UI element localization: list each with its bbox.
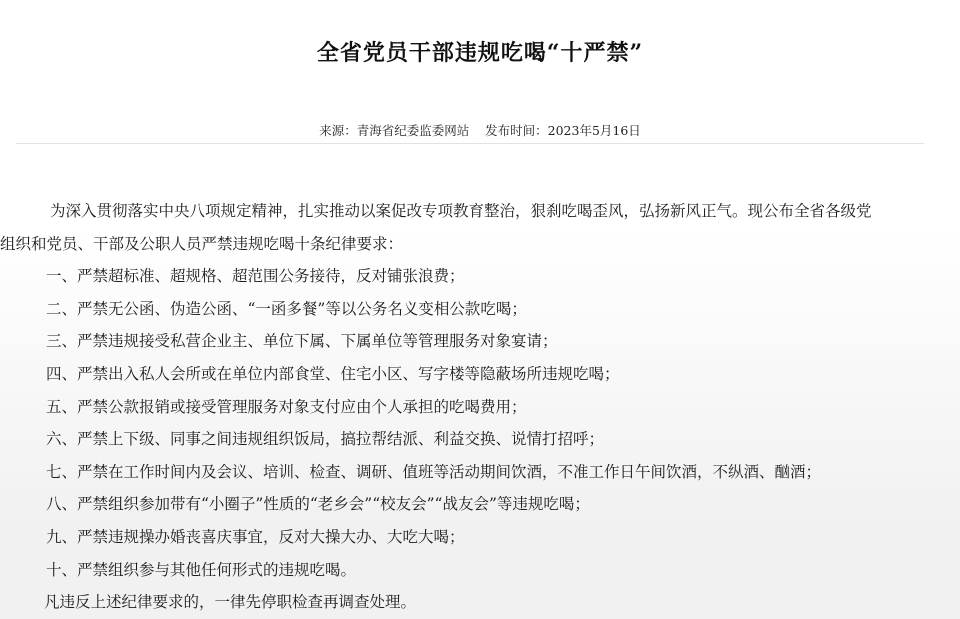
rule-item-2: 二、严禁无公函、伪造公函、“一函多餐”等以公务名义变相公款吃喝； (46, 299, 527, 318)
publish-date: 2023年5月16日 (547, 123, 641, 138)
rule-item-9: 九、严禁违规操办婚丧喜庆事宜，反对大操大办、大吃大喝； (46, 527, 465, 546)
intro-line-2: 组织和党员、干部及公职人员严禁违规吃喝十条纪律要求： (0, 234, 404, 253)
rule-item-1: 一、严禁超标准、超规格、超范围公务接待，反对铺张浪费； (46, 267, 465, 286)
rule-item-4: 四、严禁出入私人会所或在单位内部食堂、住宅小区、写字楼等隐蔽场所违规吃喝； (46, 364, 620, 383)
intro-line-1: 为深入贯彻落实中央八项规定精神，扎实推动以案促改专项教育整治，狠刹吃喝歪风，弘扬新风正气。现公布全省各级党 (50, 202, 872, 220)
article-title: 全省党员干部违规吃喝“十严禁” (316, 40, 644, 66)
rule-item-6: 六、严禁上下级、同事之间违规组织饭局，搞拉帮结派、利益交换、说情打招呼； (46, 430, 605, 449)
closing-statement: 凡违反上述纪律要求的，一律先停职检查再调查处理。 (44, 593, 417, 612)
date-label: 发布时间： (485, 123, 548, 138)
source-label: 来源： (319, 123, 357, 138)
rule-item-8: 八、严禁组织参加带有“小圈子”性质的“老乡会”“校友会”“战友会”等违规吃喝； (46, 495, 590, 514)
article-meta (0, 121, 960, 139)
intro-paragraph (0, 195, 900, 260)
header-divider (16, 143, 924, 144)
rule-item-10: 十、严禁组织参与其他任何形式的违规吃喝。 (46, 560, 357, 579)
rule-item-3: 三、严禁违规接受私营企业主、单位下属、下属单位等管理服务对象宴请； (46, 332, 558, 351)
rule-item-7: 七、严禁在工作时间内及会议、培训、检查、调研、值班等活动期间饮酒，不准工作日午间饮酒，不纵酒、酗酒； (46, 462, 822, 481)
source-name: 青海省纪委监委网站 (356, 123, 470, 138)
article-body (0, 195, 936, 619)
rule-item-5: 五、严禁公款报销或接受管理服务对象支付应由个人承担的吃喝费用； (46, 397, 527, 416)
